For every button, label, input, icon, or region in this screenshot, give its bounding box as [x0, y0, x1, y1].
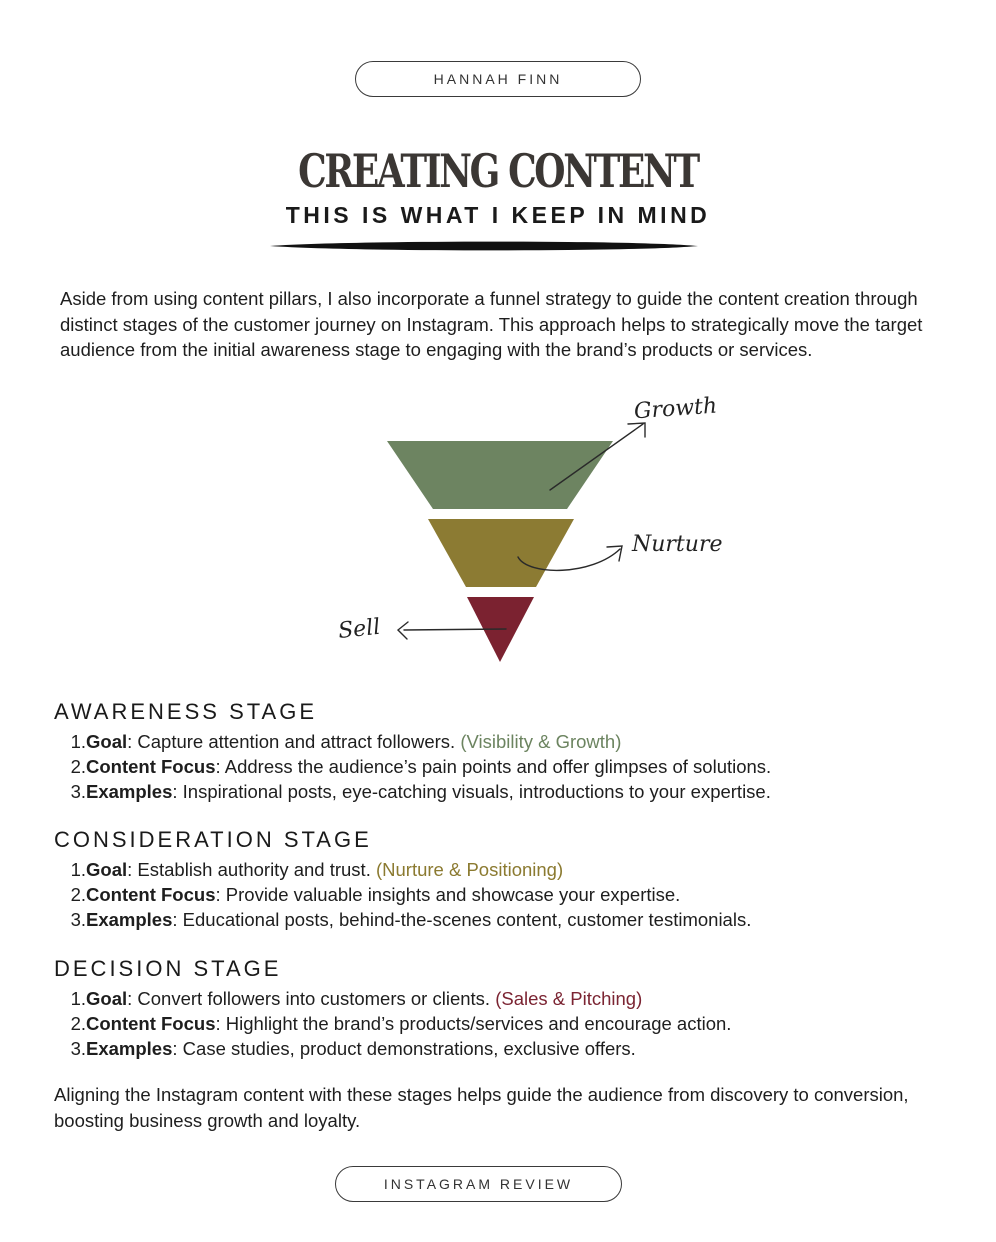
author-name: HANNAH FINN — [433, 71, 563, 87]
item-number: 3. — [70, 1038, 86, 1059]
sell-label: Sell — [336, 614, 382, 645]
item-label: Goal — [86, 731, 128, 752]
item-label: Examples — [86, 909, 173, 930]
funnel-middle-consideration — [428, 519, 574, 587]
brush-stroke-divider — [268, 239, 700, 253]
item-text: : Establish authority and trust. — [127, 859, 376, 880]
decision-heading: DECISION STAGE — [54, 956, 282, 981]
list-item — [64, 729, 771, 754]
footer-badge — [335, 1166, 622, 1202]
list-item — [64, 1036, 731, 1061]
item-label: Examples — [86, 781, 173, 802]
funnel-diagram — [0, 385, 996, 675]
item-label: Goal — [86, 988, 128, 1009]
funnel-top-awareness — [387, 441, 613, 509]
growth-label: Growth — [633, 393, 718, 425]
item-label: Content Focus — [86, 1013, 216, 1034]
item-number: 1. — [70, 988, 86, 1009]
item-number: 1. — [70, 859, 86, 880]
item-number: 1. — [70, 731, 86, 752]
item-number: 2. — [70, 756, 86, 777]
item-text: : Provide valuable insights and showcase your expertise. — [215, 884, 681, 905]
item-text: : Inspirational posts, eye-catching visuals, introductions to your expertise. — [172, 781, 771, 802]
list-item — [64, 907, 751, 932]
decision-list — [64, 986, 731, 1061]
closing-paragraph: Aligning the Instagram content with these stages helps guide the audience from discovery to conversion, boosting business growth and loyalty. — [54, 1084, 909, 1131]
item-text: : Educational posts, behind-the-scenes content, customer testimonials. — [172, 909, 752, 930]
item-text: : Highlight the brand’s products/services and encourage action. — [215, 1013, 732, 1034]
page-subtitle: THIS IS WHAT I KEEP IN MIND — [285, 202, 711, 228]
page-title: CREATING CONTENT — [298, 144, 698, 198]
awareness-list — [64, 729, 771, 804]
item-text: : Address the audience’s pain points and offer glimpses of solutions. — [215, 756, 772, 777]
goal-tag: (Sales & Pitching) — [495, 988, 643, 1009]
intro-paragraph: Aside from using content pillars, I also incorporate a funnel strategy to guide the content creation through distinct stages of the customer journey on Instagram. This approach helps to strategically move the target audience from the initial awareness stage to engaging with the brand’s products or services. — [60, 288, 923, 360]
footer-label: INSTAGRAM REVIEW — [383, 1176, 574, 1192]
goal-tag: (Visibility & Growth) — [460, 731, 622, 752]
item-label: Content Focus — [86, 884, 216, 905]
list-item — [64, 779, 771, 804]
item-text: : Capture attention and attract followers. — [127, 731, 461, 752]
list-item — [64, 986, 731, 1011]
item-label: Examples — [86, 1038, 173, 1059]
list-item — [64, 882, 751, 907]
item-number: 2. — [70, 884, 86, 905]
list-item — [64, 1011, 731, 1036]
sell-arrow — [404, 629, 506, 630]
item-number: 2. — [70, 1013, 86, 1034]
item-text: : Convert followers into customers or clients. — [127, 988, 496, 1009]
item-text: : Case studies, product demonstrations, exclusive offers. — [172, 1038, 636, 1059]
item-number: 3. — [70, 909, 86, 930]
awareness-heading: AWARENESS STAGE — [54, 699, 318, 724]
list-item — [64, 754, 771, 779]
consideration-list — [64, 857, 751, 932]
consideration-heading: CONSIDERATION STAGE — [54, 827, 372, 852]
list-item — [64, 857, 751, 882]
item-label: Goal — [86, 859, 128, 880]
nurture-label: Nurture — [632, 532, 723, 557]
item-label: Content Focus — [86, 756, 216, 777]
author-badge — [355, 61, 641, 97]
goal-tag: (Nurture & Positioning) — [375, 859, 564, 880]
item-number: 3. — [70, 781, 86, 802]
